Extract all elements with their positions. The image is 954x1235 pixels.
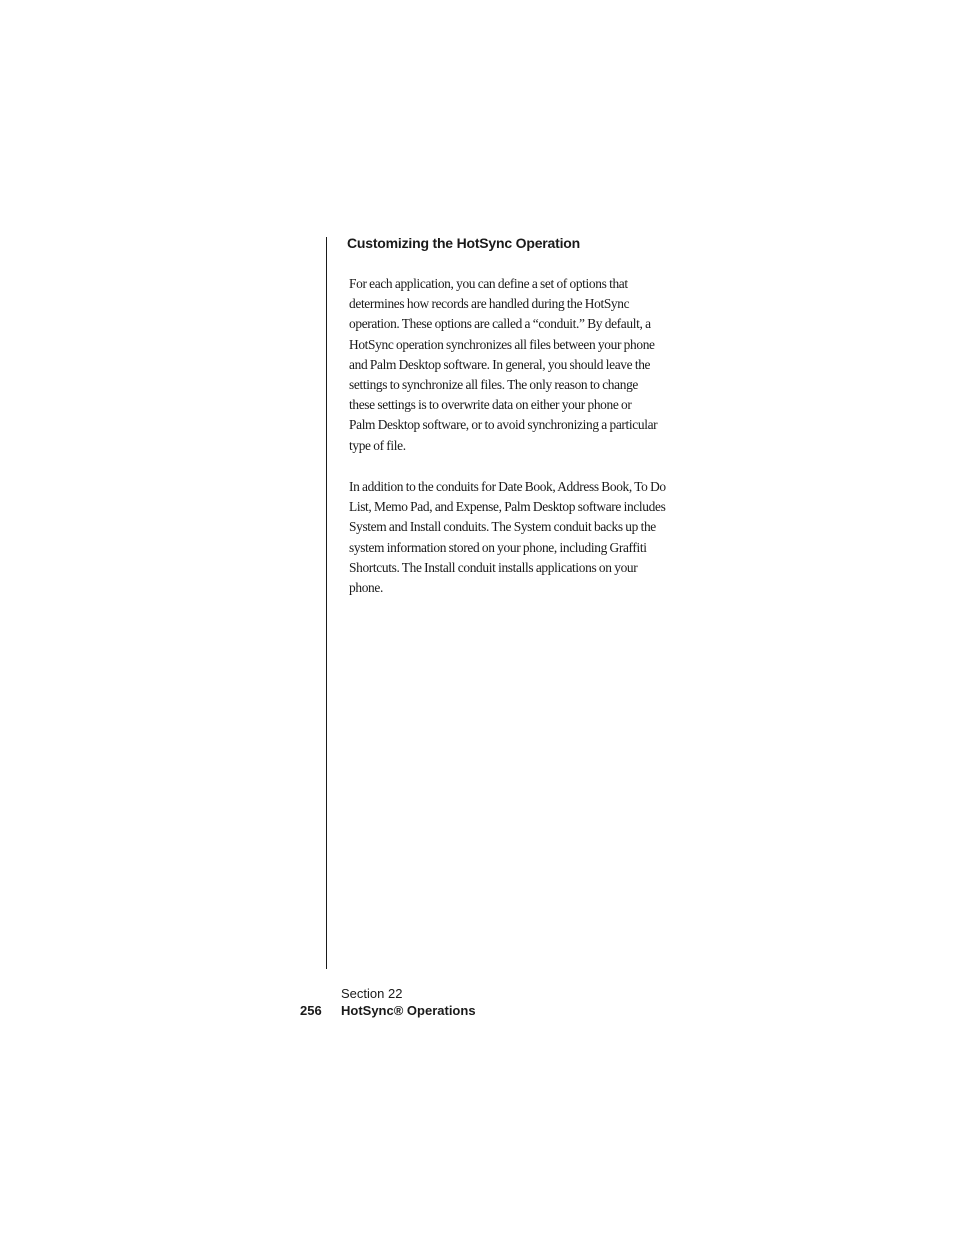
section-heading: Customizing the HotSync Operation	[347, 235, 580, 251]
text-line: system information stored on your phone, including Graffiti	[349, 539, 647, 555]
margin-rule	[326, 237, 327, 969]
text-line: Palm Desktop software, or to avoid synchronizing a particular	[349, 417, 658, 433]
body-paragraph-2	[349, 477, 675, 598]
text-line: these settings is to overwrite data on either your phone or	[349, 397, 632, 413]
footer-section-label: Section 22	[341, 986, 403, 1001]
body-paragraph-1	[349, 274, 675, 456]
text-line: HotSync operation synchronizes all files between your phone	[349, 336, 655, 352]
text-line: settings to synchronize all files. The only reason to change	[349, 377, 639, 393]
text-line: Shortcuts. The Install conduit installs applications on your	[349, 559, 638, 575]
text-line: System and Install conduits. The System conduit backs up the	[349, 519, 656, 535]
text-line: and Palm Desktop software. In general, you should leave the	[349, 356, 651, 372]
text-line: List, Memo Pad, and Expense, Palm Desktop software includes	[349, 499, 666, 515]
text-line: For each application, you can define a set of options that	[349, 276, 628, 291]
text-line: type of file.	[349, 437, 406, 453]
text-line: phone.	[349, 580, 383, 596]
footer-chapter-title: HotSync® Operations	[341, 1003, 476, 1018]
page-number: 256	[300, 1003, 322, 1018]
text-line: In addition to the conduits for Date Book, Address Book, To Do	[349, 479, 666, 494]
text-line: operation. These options are called a “conduit.” By default, a	[349, 316, 651, 332]
text-line: determines how records are handled during the HotSync	[349, 296, 630, 312]
